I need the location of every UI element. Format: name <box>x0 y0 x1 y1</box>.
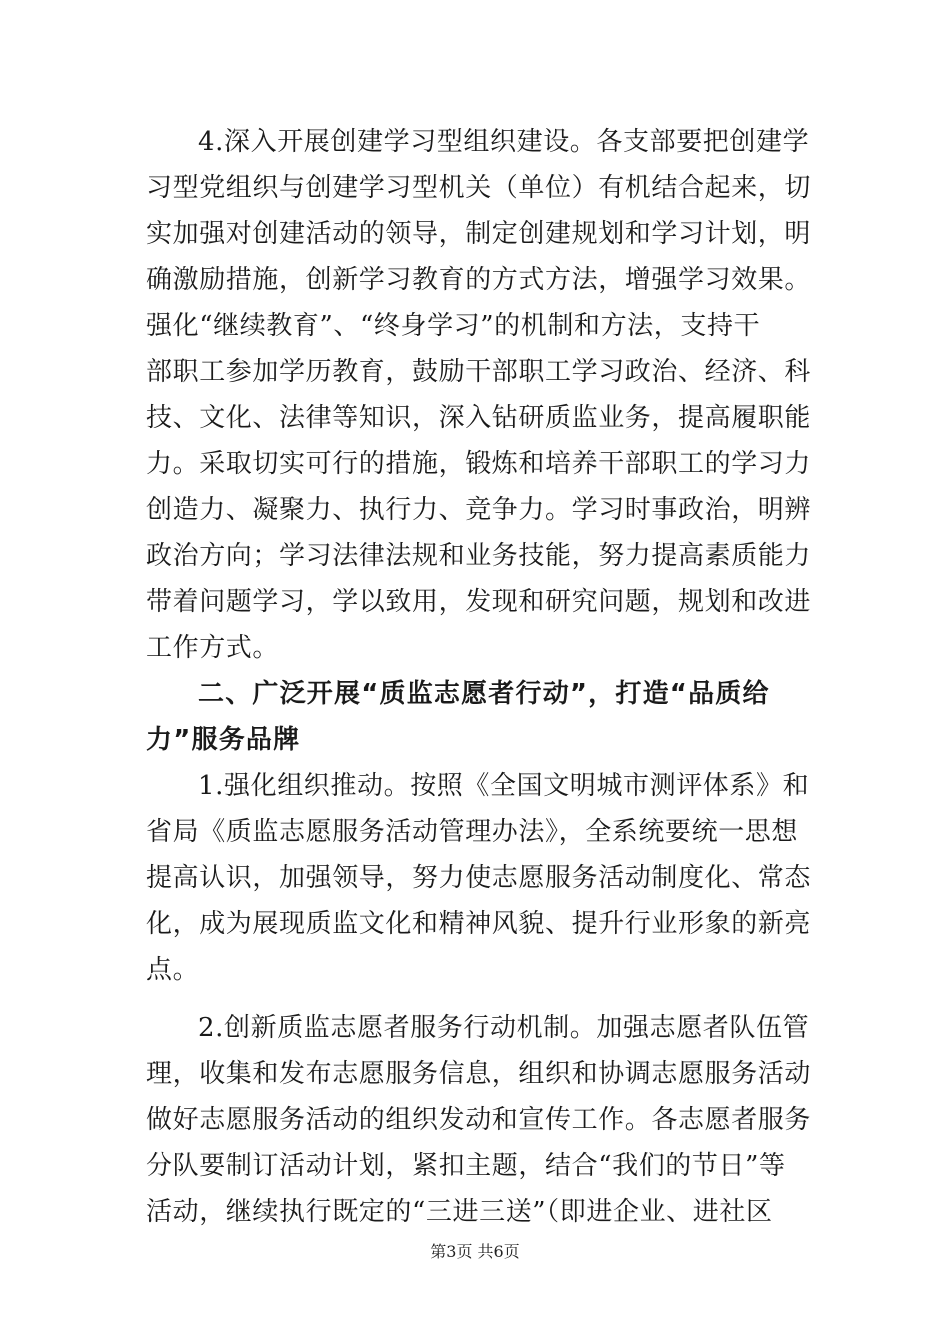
section-heading-line: 力”服务品牌 <box>146 725 301 755</box>
text-line: 提高认识，加强领导，努力使志愿服务活动制度化、常态 <box>146 863 812 893</box>
text-line: 点。 <box>146 955 200 985</box>
section-heading-line: 二、广泛开展“质监志愿者行动”，打造“品质给 <box>198 679 770 709</box>
text-line: 4.深入开展创建学习型组织建设。各支部要把创建学 <box>198 127 810 157</box>
page-number-footer: 第3页 共6页 <box>430 1242 520 1261</box>
text-line: 部职工参加学历教育，鼓励干部职工学习政治、经济、科 <box>146 357 812 387</box>
text-line: 分队要制订活动计划，紧扣主题，结合“我们的节日”等 <box>146 1151 786 1181</box>
text-line: 2.创新质监志愿者服务行动机制。加强志愿者队伍管 <box>198 1013 810 1043</box>
text-line: 活动，继续执行既定的“三进三送”（即进企业、进社区 <box>146 1197 773 1227</box>
text-line: 政治方向；学习法律法规和业务技能，努力提高素质能力 <box>146 541 812 571</box>
text-line: 化，成为展现质监文化和精神风貌、提升行业形象的新亮 <box>146 909 812 939</box>
text-line: 强化“继续教育”、“终身学习”的机制和方法，支持干 <box>146 311 761 341</box>
text-line: 工作方式。 <box>146 633 280 663</box>
text-line: 力。采取切实可行的措施，锻炼和培养干部职工的学习力 <box>146 449 812 479</box>
text-line: 带着问题学习，学以致用，发现和研究问题，规划和改进 <box>146 587 812 617</box>
text-line: 1.强化组织推动。按照《全国文明城市测评体系》和 <box>198 771 810 801</box>
text-line: 习型党组织与创建学习型机关（单位）有机结合起来，切 <box>146 173 812 203</box>
text-line: 创造力、凝聚力、执行力、竞争力。学习时事政治，明辨 <box>146 495 812 525</box>
text-line: 做好志愿服务活动的组织发动和宣传工作。各志愿者服务 <box>146 1105 812 1135</box>
text-line: 确激励措施，创新学习教育的方式方法，增强学习效果。 <box>146 265 812 295</box>
text-line: 实加强对创建活动的领导，制定创建规划和学习计划，明 <box>146 219 812 249</box>
text-line: 省局《质监志愿服务活动管理办法》，全系统要统一思想 <box>146 817 799 847</box>
text-line: 技、文化、法律等知识，深入钻研质监业务，提高履职能 <box>146 403 812 433</box>
text-line: 理，收集和发布志愿服务信息，组织和协调志愿服务活动 <box>146 1059 812 1089</box>
